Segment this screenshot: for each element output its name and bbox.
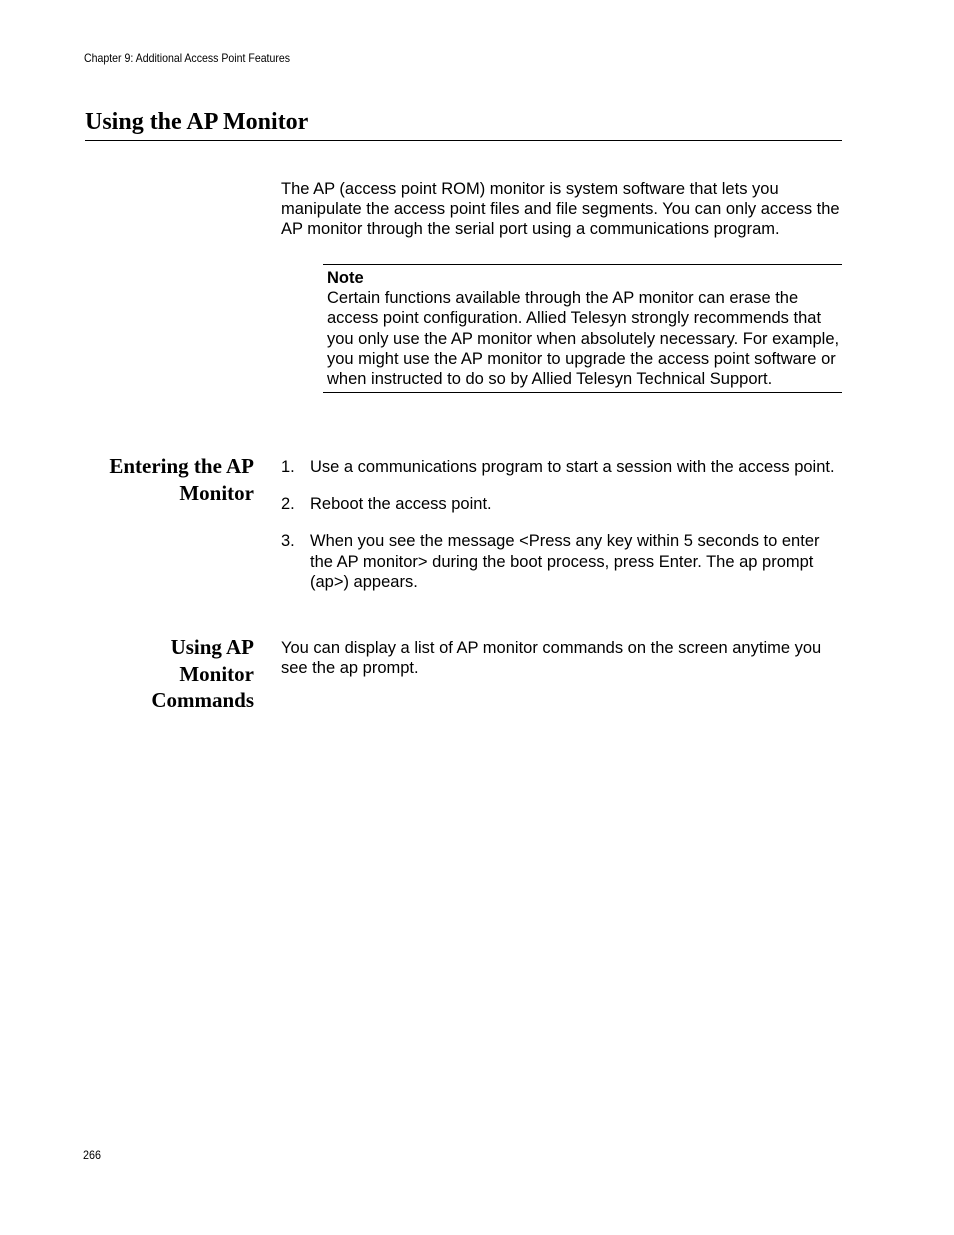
step-text: Use a communications program to start a session with the access point. (310, 458, 835, 476)
step-number: 2. (281, 495, 295, 514)
step-number: 1. (281, 458, 295, 476)
steps-list (281, 457, 843, 609)
heading-line: Monitor (179, 480, 254, 505)
commands-paragraph: You can display a list of AP monitor commands on the screen anytime you see the ap prompt. (281, 639, 822, 678)
heading-line: Using AP (170, 635, 254, 659)
title-rule (85, 140, 842, 141)
list-item (281, 494, 843, 514)
note-heading: Note (327, 269, 364, 287)
note-box (323, 264, 842, 393)
note-body: Certain functions available through the AP monitor can erase the access point configuration. Allied Telesyn strongly recommends that you only use the AP monitor when absolutely necessary. For example, you might use the AP monitor to upgrade the access point software or when instructed to do so by Allied Telesyn Technical Support. (327, 289, 840, 389)
section-heading-entering-ap-monitor (54, 453, 254, 506)
list-item (281, 531, 843, 592)
heading-line: Monitor (179, 661, 254, 686)
step-text: Reboot the access point. (310, 495, 492, 514)
step-text: When you see the message <Press any key within 5 seconds to enter the AP monitor> during the boot process, press Enter. The ap prompt (ap>) appears. (310, 532, 820, 591)
section-heading-using-ap-monitor-commands (54, 634, 254, 714)
heading-line: Entering the AP (109, 454, 254, 478)
running-header: Chapter 9: Additional Access Point Features (84, 51, 291, 65)
page-title: Using the AP Monitor (85, 109, 309, 135)
list-item (281, 457, 843, 477)
intro-paragraph: The AP (access point ROM) monitor is system software that lets you manipulate the access point files and file segments. You can only access the AP monitor through the serial port using a communications program. (281, 180, 840, 239)
page-number: 266 (83, 1148, 102, 1162)
heading-line: Commands (151, 688, 254, 712)
step-number: 3. (281, 532, 295, 551)
